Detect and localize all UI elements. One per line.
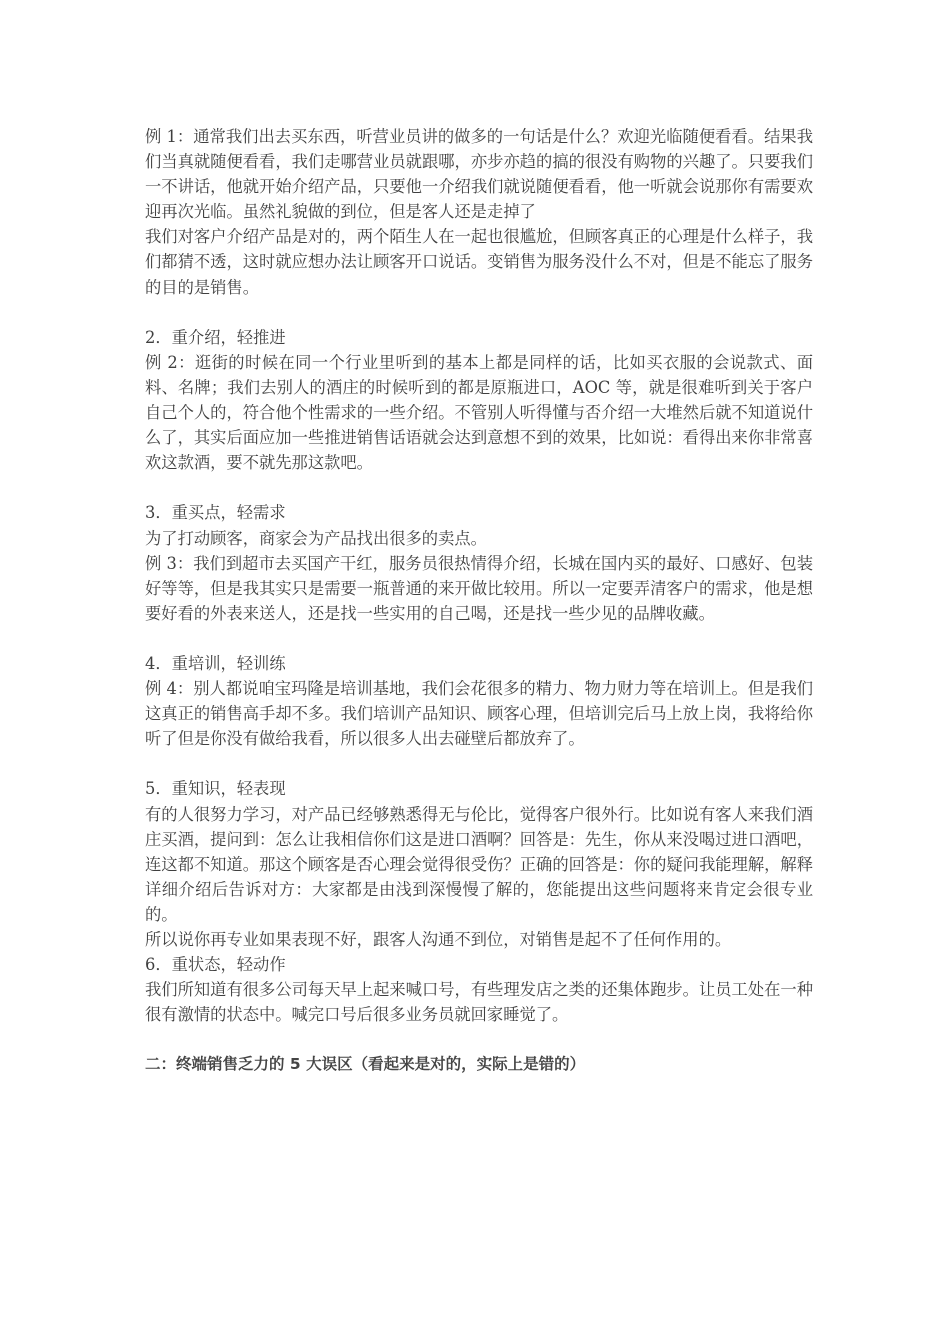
example-3-paragraph: 例 3：我们到超市去买国产干红，服务员很热情得介绍，长城在国内买的最好、口感好、包装好等等，但是我其实只是需要一瓶普通的来开做比较用。所以一定要弄清客户的需求，他是想要好看的外表来送人，还是找一些实用的自己喝，还是找一些少见的品牌收藏。	[145, 553, 813, 623]
spacer	[145, 626, 813, 651]
part-two-heading: 二：终端销售乏力的 5 大误区（看起来是对的，实际上是错的）	[145, 1055, 586, 1074]
example-2-paragraph: 例 2：逛街的时候在同一个行业里听到的基本上都是同样的话，比如买衣服的会说款式、面料、名牌；我们去别人的酒庄的时候听到的都是原瓶进口，AOC 等，就是很难听到关于客户自己个人的，符合他个性需求的一些介绍。不管别人听得懂与否介绍一大堆然后就不知道说什么了，其实后面应加一些推进销售话语就会达到意想不到的效果，比如说：看得出来你非常喜欢这款酒，要不就先那这款吧。	[145, 352, 813, 473]
section-5-paragraph: 有的人很努力学习，对产品已经够熟悉得无与伦比，觉得客户很外行。比如说有客人来我们酒庄买酒，提问到：怎么让我相信你们这是进口酒啊？回答是：先生，你从来没喝过进口酒吧，连这都不知道。那这个顾客是否心理会觉得很受伤？正确的回答是：你的疑问我能理解，解释详细介绍后告诉对方：大家都是由浅到深慢慢了解的，您能提出这些问题将来肯定会很专业的。	[145, 804, 813, 924]
example-4-paragraph: 例 4：别人都说咱宝玛隆是培训基地，我们会花很多的精力、物力财力等在培训上。但是我们这真正的销售高手却不多。我们培训产品知识、顾客心理，但培训完后马上放上岗，我将给你听了但是你没有做给我看，所以很多人出去碰壁后都放弃了。	[145, 679, 813, 749]
example-1-paragraph: 例 1：通常我们出去买东西，听营业员讲的做多的一句话是什么？欢迎光临随便看看。结果我们当真就随便看看，我们走哪营业员就跟哪，亦步亦趋的搞的很没有购物的兴趣了。只要我们一不讲话，他就开始介绍产品，只要他一介绍我们就说随便看看，他一听就会说那你有需要欢迎再次光临。虽然礼貌做的到位，但是客人还是走掉了	[145, 127, 813, 222]
section-6-paragraph: 我们所知道有很多公司每天早上起来喊口号，有些理发店之类的还集体跑步。让员工处在一种很有激情的状态中。喊完口号后很多业务员就回家睡觉了。	[145, 980, 813, 1025]
spacer	[145, 751, 813, 776]
section-heading-4: 4．重培训，轻训练	[145, 653, 286, 673]
section-heading-3: 3．重买点，轻需求	[145, 503, 286, 523]
section-5-conclusion: 所以说你再专业如果表现不好，跟客人沟通不到位，对销售是起不了任何作用的。	[145, 930, 732, 949]
spacer	[145, 1027, 813, 1052]
section-heading-2: 2．重介绍，轻推进	[145, 327, 286, 347]
section-heading-5: 5．重知识，轻表现	[145, 779, 286, 799]
document-body	[145, 124, 813, 1078]
spacer	[145, 300, 813, 325]
section-heading-6: 6．重状态，轻动作	[145, 955, 286, 975]
example-1-analysis: 我们对客户介绍产品是对的，两个陌生人在一起也很尴尬，但顾客真正的心理是什么样子，我们都猜不透，这时就应想办法让顾客开口说话。变销售为服务没什么不对，但是不能忘了服务的目的是销售。	[145, 227, 813, 297]
spacer	[145, 475, 813, 500]
section-3-intro: 为了打动顾客，商家会为产品找出很多的卖点。	[145, 528, 487, 548]
